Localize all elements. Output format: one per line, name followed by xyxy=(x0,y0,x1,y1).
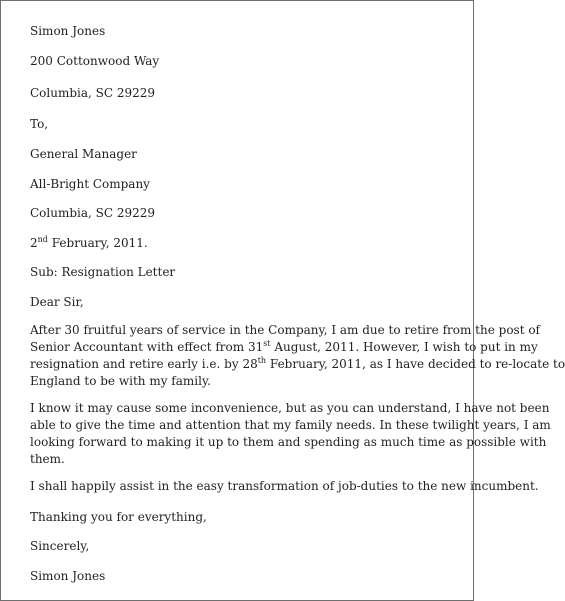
ordinal-suffix: th xyxy=(257,356,267,365)
to-label: To, xyxy=(30,117,49,131)
paragraph-line: I shall happily assist in the easy transformation of job-duties to the new incumbent. xyxy=(30,479,539,493)
paragraph-line: England to be with my family. xyxy=(30,374,211,388)
sender-name: Simon Jones xyxy=(30,24,106,38)
paragraph-line xyxy=(30,356,565,373)
date-suffix: nd xyxy=(37,235,48,244)
recipient-city: Columbia, SC 29229 xyxy=(30,206,156,220)
paragraph-line xyxy=(30,339,538,356)
ordinal-suffix: st xyxy=(263,339,271,348)
paragraph-line: looking forward to making it up to them and spending as much time as possible with xyxy=(30,435,547,449)
signature-name: Simon Jones xyxy=(30,569,106,583)
paragraph-retirement xyxy=(30,322,565,390)
recipient-company: All-Bright Company xyxy=(30,177,150,191)
closing-line: Sincerely, xyxy=(30,539,90,553)
sender-street: 200 Cottonwood Way xyxy=(30,54,160,68)
letter-date xyxy=(30,235,148,251)
date-day: 2 xyxy=(30,236,38,250)
paragraph-inconvenience xyxy=(30,400,551,468)
paragraph-line: After 30 fruitful years of service in the Company, I am due to retire from the post of xyxy=(30,323,540,337)
thanks-line: Thanking you for everything, xyxy=(30,510,207,524)
text-fragment: August, 2011. However, I wish to put in my xyxy=(270,340,538,354)
paragraph-line: them. xyxy=(30,452,65,466)
text-fragment: Senior Accountant with effect from 31 xyxy=(30,340,264,354)
sender-city: Columbia, SC 29229 xyxy=(30,86,156,100)
text-fragment: February, 2011, as I have decided to re-locate to xyxy=(266,357,565,371)
recipient-title: General Manager xyxy=(30,147,137,161)
paragraph-line: able to give the time and attention that my family needs. In these twilight years, I am xyxy=(30,418,551,432)
salutation: Dear Sir, xyxy=(30,295,84,309)
date-rest: February, 2011. xyxy=(47,236,148,250)
paragraph-transition xyxy=(30,478,539,495)
text-fragment: resignation and retire early i.e. by 28 xyxy=(30,357,258,371)
subject-line: Sub: Resignation Letter xyxy=(30,265,176,279)
paragraph-line: I know it may cause some inconvenience, but as you can understand, I have not been xyxy=(30,401,550,415)
